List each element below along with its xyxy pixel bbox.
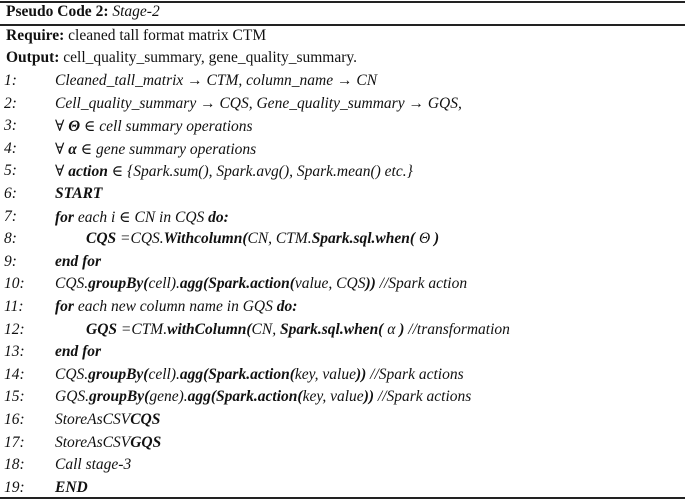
line-code (55, 208, 229, 227)
code-line (0, 140, 685, 163)
code-line (0, 298, 685, 321)
code-keyword: do: (276, 298, 298, 315)
code-keyword: groupBy( (88, 275, 149, 293)
line-number: 8: (4, 230, 17, 248)
line-code (55, 411, 160, 429)
code-text: //Spark action (375, 275, 468, 293)
code-text: ∈ cell summary operations (80, 118, 253, 136)
line-code (55, 117, 253, 136)
line-number: 10: (4, 275, 25, 293)
code-keyword: CQS (86, 230, 117, 248)
code-keyword: withColumn( (167, 320, 252, 338)
code-text: CQS. (55, 275, 89, 293)
output-label: Output: (6, 49, 60, 66)
code-text: Θ (415, 230, 435, 248)
line-number: 3: (4, 117, 17, 135)
line-number: 14: (4, 365, 25, 383)
line-number: 6: (4, 185, 17, 202)
code-line (0, 208, 685, 231)
code-line (0, 411, 685, 434)
code-keyword: end for (55, 343, 102, 361)
code-keyword: GQS (130, 433, 162, 451)
code-line (0, 321, 685, 344)
code-text: //transformation (404, 320, 510, 338)
code-text: Call stage-3 (55, 456, 132, 474)
code-text: StoreAsCSV (55, 411, 131, 428)
code-text: Cell_quality_summary → CQS, Gene_quality_summary → GQS, (55, 94, 462, 112)
code-text: ∀ (55, 118, 69, 136)
code-text: Cleaned_tall_matrix → CTM, column_name → CN (55, 72, 378, 89)
code-keyword: Spark.sql.when( (279, 320, 384, 338)
line-code (55, 366, 464, 384)
line-code (55, 275, 467, 293)
code-keyword: Θ (68, 118, 81, 136)
code-keyword: START (55, 185, 103, 202)
line-number: 1: (4, 72, 17, 89)
code-text: =CQS. (116, 230, 164, 248)
title-name: Stage-2 (112, 3, 160, 20)
code-keyword: agg(Spark.action( (187, 388, 303, 406)
code-text: key, value (302, 388, 364, 406)
require-text: cleaned tall format matrix CTM (68, 27, 267, 44)
line-code (55, 140, 256, 159)
title-label: Pseudo Code 2: (6, 3, 109, 20)
code-text: ∈ {Spark.sum(), Spark.avg(), Spark.mean() etc.} (107, 163, 413, 181)
code-keyword: for (55, 208, 74, 226)
line-code (55, 298, 297, 316)
code-line (0, 253, 685, 276)
code-keyword: groupBy( (88, 365, 149, 383)
algorithm-title (6, 3, 160, 21)
line-number: 15: (4, 388, 25, 406)
code-text: gene). (149, 388, 188, 406)
line-code (55, 388, 471, 406)
code-text: //Spark actions (374, 388, 472, 406)
code-text: each i ∈ CN in CQS (73, 208, 209, 226)
code-text: ∀ (55, 140, 69, 158)
code-line (0, 185, 685, 208)
code-text: CN, CTM. (247, 230, 312, 248)
line-code (55, 456, 131, 474)
code-keyword: do: (208, 208, 229, 226)
bottom-rule (0, 497, 685, 499)
code-line (0, 343, 685, 366)
line-number: 16: (4, 411, 25, 428)
code-keyword: GQS (86, 320, 118, 338)
line-code (86, 321, 510, 339)
line-number: 5: (4, 162, 17, 180)
code-text: cell). (148, 275, 180, 293)
line-code (55, 253, 101, 271)
code-text: CN, (251, 320, 280, 338)
code-keyword: )) (355, 365, 367, 383)
code-keyword: end for (55, 252, 102, 270)
code-keyword: )) (365, 275, 376, 293)
line-code (55, 434, 161, 452)
code-keyword: action (68, 163, 108, 181)
line-number: 4: (4, 139, 17, 157)
code-line (0, 275, 685, 298)
code-keyword: ) (399, 320, 405, 338)
code-keyword: END (55, 478, 88, 496)
code-text: α (383, 320, 400, 338)
line-code (55, 479, 88, 497)
code-line (0, 162, 685, 185)
line-number: 9: (4, 252, 17, 270)
require-label: Require: (6, 27, 65, 44)
code-keyword: CQS (130, 411, 161, 428)
line-number: 18: (4, 456, 25, 474)
line-number: 2: (4, 94, 17, 112)
line-number: 7: (4, 207, 17, 225)
line-number: 11: (4, 298, 24, 315)
line-number: 19: (4, 478, 25, 496)
title-rule (0, 24, 685, 26)
line-code (55, 162, 413, 181)
code-line (0, 117, 685, 140)
code-keyword: Spark.sql.when( (311, 230, 416, 248)
line-number: 17: (4, 433, 25, 451)
output-row (6, 49, 357, 67)
code-text: //Spark actions (366, 365, 464, 383)
code-keyword: )) (363, 388, 375, 406)
code-line (0, 95, 685, 118)
code-text: StoreAsCSV (55, 433, 131, 451)
code-text: GQS. (55, 388, 90, 406)
code-text: CQS. (55, 365, 89, 383)
line-code (55, 343, 101, 361)
code-line (0, 388, 685, 411)
code-line (0, 230, 685, 253)
code-line (0, 434, 685, 457)
code-text: ∈ gene summary operations (76, 140, 257, 158)
code-text: value, CQS (294, 275, 366, 293)
code-keyword: agg(Spark.action( (179, 365, 295, 383)
code-keyword: Withcolumn( (163, 230, 248, 248)
code-line (0, 366, 685, 389)
code-text: cell). (148, 365, 180, 383)
line-number: 13: (4, 343, 25, 361)
code-line (0, 456, 685, 479)
code-keyword: α (68, 140, 77, 158)
code-text: each new column name in GQS (73, 298, 277, 315)
code-keyword: for (55, 298, 74, 315)
require-row (6, 27, 266, 45)
code-line (0, 72, 685, 95)
code-keyword: groupBy( (89, 388, 150, 406)
line-number: 12: (4, 320, 25, 338)
line-code (55, 185, 102, 203)
code-keyword: agg(Spark.action( (179, 275, 295, 293)
code-text: key, value (294, 365, 356, 383)
code-keyword: ) (434, 230, 440, 248)
line-code (86, 230, 439, 248)
line-code (55, 72, 377, 90)
code-text: ∀ (55, 163, 69, 181)
output-text: cell_quality_summary, gene_quality_summary. (63, 49, 357, 66)
line-code (55, 95, 462, 113)
code-text: =CTM. (117, 320, 168, 338)
